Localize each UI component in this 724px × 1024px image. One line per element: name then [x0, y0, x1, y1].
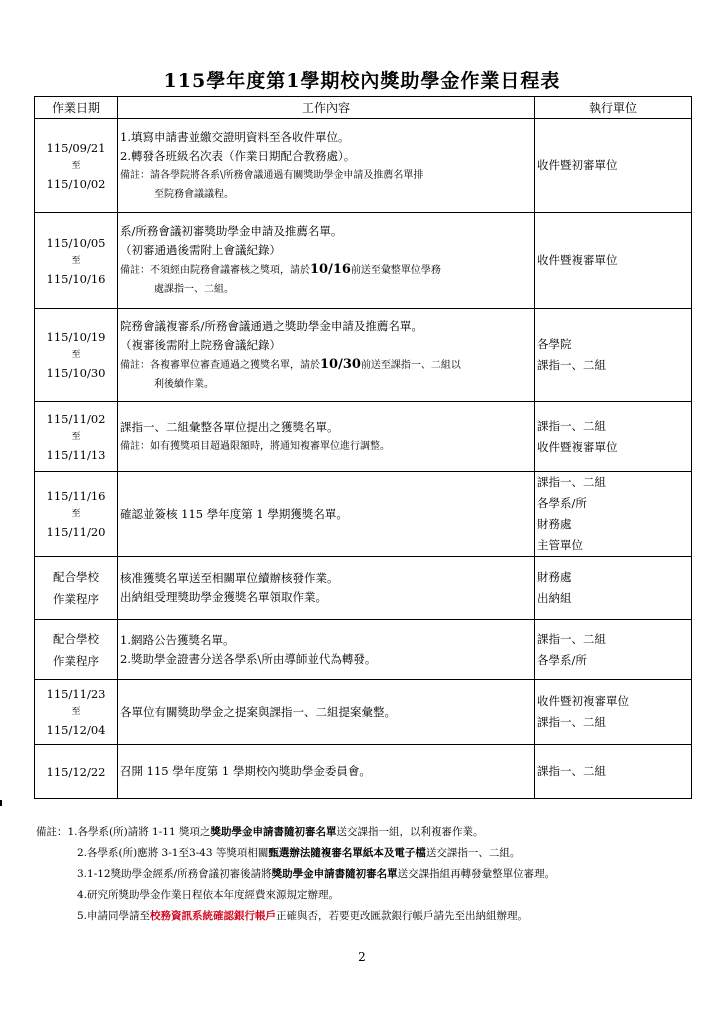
date-cell: [35, 213, 118, 309]
footnote-3: [36, 864, 555, 885]
date-from: 115/10/19: [46, 330, 106, 344]
unit-item: 收件暨初審單位: [537, 158, 618, 172]
unit-item: 課指一、二組: [537, 358, 606, 372]
table-row: [35, 213, 692, 309]
date-from: 115/12/22: [46, 764, 106, 779]
date-cell: [35, 745, 118, 799]
unit-item: 課指一、二組: [537, 418, 606, 433]
unit-cell: [535, 309, 692, 402]
unit-item: 出納組: [537, 591, 572, 605]
date-to-marker: 至: [71, 160, 81, 171]
note-line: 備註：請各學院將各系\所務會議通過有關獎助學金申請及推薦名單排: [120, 169, 424, 181]
content-cell: [118, 402, 535, 472]
footnote-text: 5.申請同學請至: [77, 910, 151, 922]
content-cell: [118, 680, 535, 745]
footnote-text: 送交課指組再轉發彙整單位審理。: [397, 868, 556, 880]
table-row: [35, 472, 692, 557]
note-line: [120, 355, 532, 375]
unit-item: 財務處: [537, 517, 572, 531]
page-number: 2: [358, 950, 366, 964]
unit-cell: [535, 557, 692, 620]
date-to: 115/10/02: [46, 176, 106, 191]
footnote-emphasis: 獎助學金申請書隨初審名單: [271, 868, 398, 880]
date-to: 115/10/30: [46, 366, 106, 380]
content-cell: [118, 119, 535, 213]
schedule-table: [34, 96, 692, 799]
unit-item: 各學系/所: [537, 652, 587, 667]
table-header-row: [35, 97, 692, 119]
table-row: [35, 309, 692, 402]
footnote-emphasis: 獎助學金申請書隨初審名單: [210, 826, 337, 838]
date-to: 115/12/04: [46, 723, 106, 737]
date-cell: [35, 620, 118, 680]
table-row: [35, 680, 692, 745]
note-text: 前送至彙整單位學務: [350, 265, 441, 276]
content-line: 確認並簽核 115 學年度第 1 學期獲獎名單。: [120, 506, 348, 521]
content-cell: [118, 557, 535, 620]
header-unit: 執行單位: [535, 97, 692, 119]
unit-cell: [535, 472, 692, 557]
content-line: 1.網路公告獲獎名單。: [120, 632, 235, 647]
unit-cell: [535, 620, 692, 680]
footnote-text: 送交課指一、二組。: [425, 847, 521, 859]
content-line: 核准獲獎名單送至相關單位續辦核發作業。: [120, 571, 339, 585]
date-cell: [35, 402, 118, 472]
content-cell: [118, 472, 535, 557]
date-to-marker: 至: [71, 509, 81, 519]
content-line: 系/所務會議初審獎助學金申請及推薦名單。: [120, 224, 343, 238]
unit-cell: [535, 745, 692, 799]
footnote-text: 送交課指一組，以利複審作業。: [336, 826, 484, 838]
table-row: [35, 119, 692, 213]
content-line: 2.獎助學金證書分送各學系\所由導師並代為轉發。: [120, 651, 377, 666]
content-line: 課指一、二組彙整各單位提出之獲獎名單。: [120, 419, 339, 434]
page-title: 115學年度第1學期校內獎助學金作業日程表: [163, 70, 561, 92]
footnote-text: 3.1-12獎助學金經系/所務會議初審後請將: [77, 868, 272, 880]
footnote-4: 4.研究所獎助學金作業日程依本年度經費來源規定辦理。: [77, 889, 340, 901]
date-from: 115/11/23: [46, 687, 106, 701]
unit-item: 主管單位: [537, 538, 583, 552]
content-line: 各單位有關獎助學金之提案與課指一、二組提案彙整。: [120, 704, 396, 719]
footnote-5: [36, 906, 555, 927]
note-continuation: 利後續作業。: [154, 378, 214, 390]
date-to-marker: 至: [71, 350, 81, 360]
unit-item: 課指一、二組: [537, 631, 606, 646]
content-line: 1.填寫申請書並繳交證明資料至各收件單位。: [120, 129, 350, 144]
date-cell: [35, 557, 118, 620]
date-from: 配合學校: [53, 570, 99, 584]
date-from: 115/11/16: [46, 489, 106, 503]
note-continuation: 至院務會議議程。: [154, 188, 234, 200]
unit-cell: [535, 119, 692, 213]
footnote-1: [36, 822, 555, 843]
unit-item: 收件暨複審單位: [537, 439, 618, 454]
note-line: [120, 260, 532, 280]
content-cell: [118, 309, 535, 402]
content-line: 2.轉發各班級名次表（作業日期配合教務處）。: [120, 148, 356, 163]
unit-item: 課指一、二組: [537, 715, 606, 729]
date-to-marker: 至: [71, 431, 81, 442]
date-cell: [35, 472, 118, 557]
date-cell: [35, 119, 118, 213]
date-from: 配合學校: [53, 631, 99, 646]
date-to: 115/11/13: [46, 447, 106, 462]
date-to-marker: 至: [71, 255, 81, 266]
content-cell: [118, 213, 535, 309]
note-text: 前送至課指一、二組以: [360, 359, 461, 371]
note-text: 備註：不須經由院務會議審核之獎項，請於: [120, 265, 310, 276]
date-from: 115/11/02: [46, 411, 106, 426]
unit-item: 收件暨初複審單位: [537, 694, 629, 708]
footnote-2: [36, 843, 555, 864]
unit-item: 課指一、二組: [537, 764, 606, 778]
unit-item: 財務處: [537, 570, 572, 584]
header-content: 工作內容: [118, 97, 535, 119]
table-row: [35, 745, 692, 799]
content-line: 院務會議複審系/所務會議通過之獎助學金申請及推薦名單。: [120, 318, 423, 333]
date-from: 115/10/05: [46, 235, 106, 250]
deadline-date: 10/16: [310, 262, 351, 277]
table-row: [35, 557, 692, 620]
unit-item: 收件暨複審單位: [537, 253, 618, 267]
header-date: 作業日期: [35, 97, 118, 119]
date-cell: [35, 309, 118, 402]
unit-item: 各學系/所: [537, 496, 587, 510]
footnote-text: 正確與否，若要更改匯款銀行帳戶請先至出納組辦理。: [276, 910, 529, 922]
content-line: （複審後需附上院務會議紀錄）: [120, 337, 281, 352]
date-to: 作業程序: [53, 592, 99, 606]
footnote-text: 備註：1.各學系(所)請將 1-11 獎項之: [36, 826, 211, 838]
note-text: 備註：各複審單位審查通過之獲獎名單，請於: [120, 359, 320, 371]
deadline-date: 10/30: [320, 356, 361, 372]
date-from: 115/09/21: [46, 140, 106, 155]
footnote-highlight: 校務資訊系統確認銀行帳戶: [150, 910, 277, 922]
content-cell: [118, 620, 535, 680]
footnotes: [36, 822, 555, 927]
margin-mark: [0, 800, 2, 806]
note-continuation: 處課指一、二組。: [154, 284, 234, 295]
table-row: [35, 402, 692, 472]
unit-cell: [535, 680, 692, 745]
date-to-marker: 至: [71, 707, 81, 717]
date-to: 115/10/16: [46, 271, 106, 286]
note-line: 備註：如有獲獎項目超過限額時，將通知複審單位進行調整。: [120, 440, 390, 452]
content-line: 出納組受理獎助學金獲獎名單領取作業。: [120, 590, 327, 604]
table-row: [35, 620, 692, 680]
unit-item: 課指一、二組: [537, 475, 606, 489]
footnote-text: 2.各學系(所)應將 3-1至3-43 等獎項相關: [77, 847, 269, 859]
date-to: 作業程序: [53, 653, 99, 668]
content-line: （初審通過後需附上會議紀錄）: [120, 243, 281, 257]
unit-cell: [535, 213, 692, 309]
content-line: 召開 115 學年度第 1 學期校內獎助學金委員會。: [120, 764, 371, 778]
footnote-emphasis: 甄選辦法隨複審名單紙本及電子檔: [268, 847, 426, 859]
unit-item: 各學院: [537, 337, 572, 351]
date-to: 115/11/20: [46, 525, 106, 539]
content-cell: [118, 745, 535, 799]
date-cell: [35, 680, 118, 745]
unit-cell: [535, 402, 692, 472]
